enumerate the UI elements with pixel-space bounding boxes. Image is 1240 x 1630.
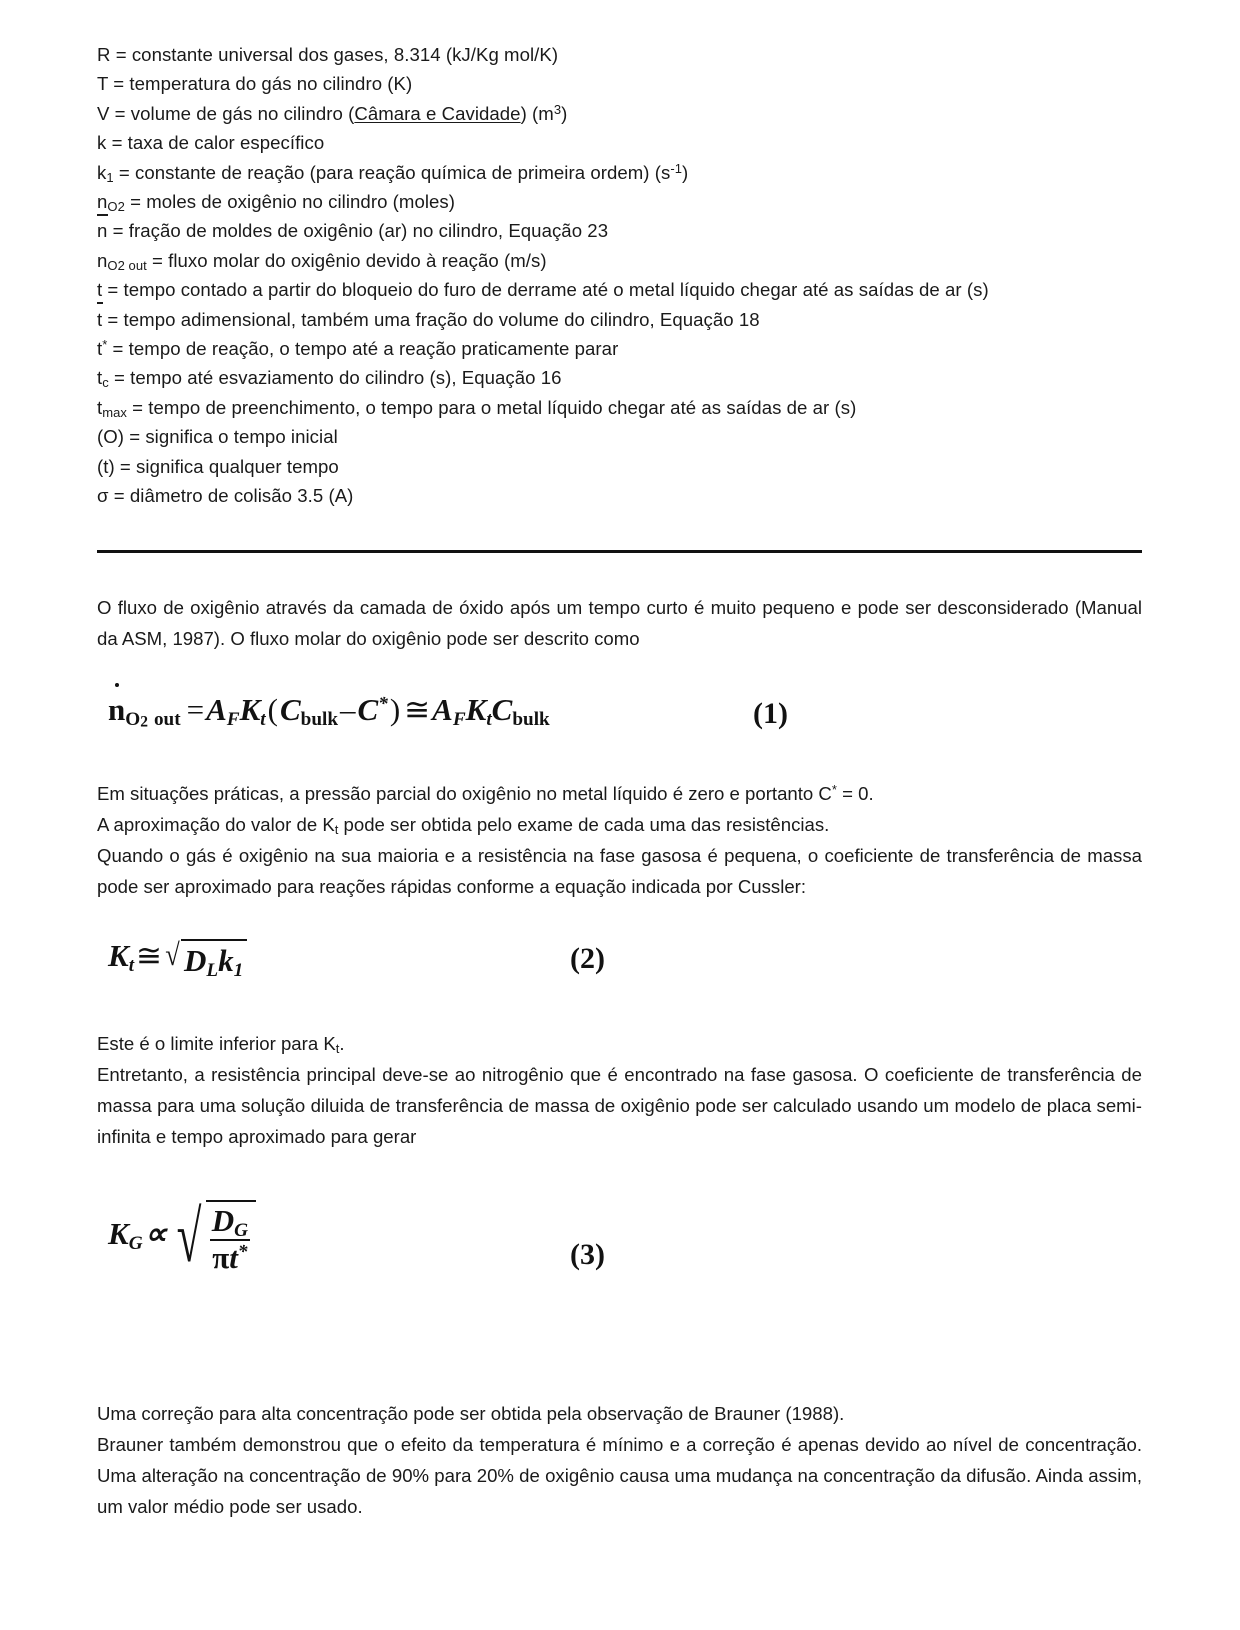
paragraph-after-eq2-line-2: Entretanto, a resistência principal deve-se ao nitrogênio que é encontrado na fase gasosa. O coeficiente de transferência de massa para uma solução diluida de transferência de massa de oxigênio pode ser calculado usando um modelo de placa semi-infinita e tempo aproximado para gerar xyxy=(97,1064,1142,1147)
equation-1-A2-sub: F xyxy=(452,708,466,730)
equation-1-approx: ≅ xyxy=(404,692,431,727)
equation-3-D-sub: G xyxy=(234,1219,248,1241)
paragraph-after-equation-2 xyxy=(97,1028,1142,1152)
nomenclature-item xyxy=(97,187,1142,216)
equation-1-number: (1) xyxy=(753,697,788,730)
nomenclature-line-3-post-b: ) xyxy=(561,102,568,124)
after-eq2-line1-pre: Este é o limite inferior para K xyxy=(97,1033,336,1054)
radical-sign-icon: √ xyxy=(176,1196,202,1278)
after-eq1-line2-sub: t xyxy=(334,821,339,837)
nomenclature-line-15-text: (t) = significa qualquer tempo xyxy=(97,455,339,477)
nomenclature-line-5-text-b: ) xyxy=(682,161,689,183)
equation-3-denominator xyxy=(210,1241,250,1275)
equation-2-D-sub: L xyxy=(206,959,219,981)
equation-1-K-sub: t xyxy=(260,708,266,730)
equation-1-C-sub: bulk xyxy=(300,708,339,730)
equation-1-ndot: n xyxy=(108,692,126,727)
nomenclature-line-5-superscript: -1 xyxy=(670,160,683,176)
nomenclature-line-16-text: σ = diâmetro de colisão 3.5 (A) xyxy=(97,485,354,507)
nomenclature-line-13-desc: = tempo de preenchimento, o tempo para o metal líquido chegar até as saídas de ar (s) xyxy=(126,396,857,418)
nomenclature-line-4-text: k = taxa de calor específico xyxy=(97,132,325,154)
nomenclature-item xyxy=(97,334,1142,363)
nomenclature-line-13-symbol: t xyxy=(97,396,103,418)
equation-1-sub-o: O xyxy=(125,708,141,730)
nomenclature-line-13-subscript: max xyxy=(102,404,127,420)
nomenclature-line-3-pre: V = volume de gás no cilindro ( xyxy=(97,102,355,124)
nomenclature-item xyxy=(97,452,1142,481)
nomenclature-line-6-desc: = moles de oxigênio no cilindro (moles) xyxy=(124,191,456,213)
equation-1-star: * xyxy=(378,693,388,715)
equation-3-K-sub: G xyxy=(128,1232,143,1254)
nomenclature-item xyxy=(97,99,1142,128)
equation-2-K: K xyxy=(108,938,129,973)
equation-1-K2-sub: t xyxy=(486,708,492,730)
equation-2-number: (2) xyxy=(570,942,605,975)
final-paragraph-line-1: Uma correção para alta concentração pode ser obtida pela observação de Brauner (1988). xyxy=(97,1403,845,1424)
nomenclature-line-7-symbol-overline: n xyxy=(97,216,107,245)
final-paragraph-line-2: Brauner também demonstrou que o efeito da temperatura é mínimo e a correção é apenas devido ao nível de concentração. Uma alteração na concentração de 90% para 20% de oxigênio causa uma mudança na concentração da difusão. Ainda assim, um valor médio pode ser usado. xyxy=(97,1434,1142,1517)
equation-2-k: k xyxy=(218,942,234,978)
nomenclature-line-7-desc: = fração de moldes de oxigênio (ar) no cilindro, Equação 23 xyxy=(107,220,609,242)
equation-1-A2: A xyxy=(432,692,453,727)
equation-2-D: D xyxy=(184,942,207,978)
nomenclature-list xyxy=(97,40,1142,511)
after-eq1-line2-pre: A aproximação do valor de K xyxy=(97,814,335,835)
nomenclature-item xyxy=(97,216,1142,245)
after-eq1-line2-post: pode ser obtida pelo exame de cada uma das resistências. xyxy=(338,814,830,835)
nomenclature-line-8-symbol: n xyxy=(97,249,108,271)
nomenclature-item xyxy=(97,158,1142,187)
paragraph-after-eq1-line-3: Quando o gás é oxigênio na sua maioria e a resistência na fase gasosa é pequena, o coeficiente de transferência de massa pode ser aproximado para reações rápidas conforme a equação indicada por Cussler: xyxy=(97,845,1142,897)
equation-1-sub-out: out xyxy=(153,708,181,730)
nomenclature-line-10-symbol-overline: t xyxy=(97,305,102,334)
equation-1-C3-sub: bulk xyxy=(512,708,550,730)
equation-3-pi: π xyxy=(212,1239,230,1275)
nomenclature-line-11-symbol: t xyxy=(97,338,103,360)
equation-2-body xyxy=(108,938,247,979)
nomenclature-item xyxy=(97,40,1142,69)
radical-sign-icon: √ xyxy=(165,936,180,972)
nomenclature-line-10-desc: = tempo adimensional, também uma fração do volume do cilindro, Equação 18 xyxy=(102,308,760,330)
equation-3-star: * xyxy=(237,1240,248,1262)
equation-3-fraction xyxy=(210,1205,250,1274)
nomenclature-line-5-text-a: = constante de reação (para reação química de primeira ordem) (s xyxy=(113,161,671,183)
equation-3-propto: ∝ xyxy=(144,1216,167,1252)
equation-3-body xyxy=(108,1196,256,1278)
after-eq2-line1-sub: t xyxy=(335,1040,340,1056)
paragraph-after-eq1-line-1 xyxy=(97,778,1142,809)
nomenclature-line-1-text: R xyxy=(97,44,111,65)
equation-2-approx: ≅ xyxy=(136,938,163,973)
after-eq1-line1-post: = 0. xyxy=(836,783,874,804)
nomenclature-line-2-symbol: T xyxy=(97,73,109,95)
nomenclature-line-8-subscript: O2 out xyxy=(107,257,147,273)
section-divider xyxy=(97,550,1142,553)
equation-1-A: A xyxy=(206,692,227,727)
equation-1-sub-2: 2 xyxy=(140,713,148,731)
equation-1-body xyxy=(108,692,550,731)
equation-2-radicand xyxy=(181,939,247,979)
nomenclature-line-9-text: t = tempo contado a partir do bloqueio do furo de derrame até o metal líquido chegar até as saídas de ar (s) xyxy=(97,279,989,301)
equation-3-radical xyxy=(169,1196,256,1278)
equation-1-C3: C xyxy=(491,692,513,727)
nomenclature-line-6-subscript: O2 xyxy=(107,198,125,214)
nomenclature-item xyxy=(97,481,1142,510)
equation-1-C: C xyxy=(279,692,301,727)
equation-3-radicand xyxy=(206,1200,256,1274)
equation-3-numerator xyxy=(210,1205,250,1241)
equation-1-A-sub: F xyxy=(226,708,240,730)
nomenclature-line-3-underlined: Câmara e Cavidade xyxy=(354,102,521,124)
equation-1-equals: = xyxy=(186,692,205,727)
nomenclature-line-3-post-a: ) (m xyxy=(520,102,554,124)
nomenclature-line-6-symbol: n xyxy=(97,191,108,213)
after-eq1-line1-pre: Em situações práticas, a pressão parcial do oxigênio no metal líquido é zero e portanto C xyxy=(97,783,832,804)
nomenclature-item xyxy=(97,422,1142,451)
final-paragraph xyxy=(97,1398,1142,1522)
equation-1-K2: K xyxy=(465,692,487,727)
paragraph-after-equation-1 xyxy=(97,778,1142,902)
paragraph-after-eq1-line-2 xyxy=(97,809,1142,840)
nomenclature-line-8-desc: = fluxo molar do oxigênio devido à reação (m/s) xyxy=(146,249,547,271)
after-eq2-line1-post: . xyxy=(339,1033,345,1054)
equation-2-radical xyxy=(164,936,247,981)
equation-3 xyxy=(108,1196,256,1278)
nomenclature-item xyxy=(97,305,1142,334)
after-eq1-line1-star: * xyxy=(831,782,837,798)
equation-2-K-sub: t xyxy=(128,954,135,976)
equation-2 xyxy=(108,938,247,979)
nomenclature-item xyxy=(97,246,1142,275)
nomenclature-item xyxy=(97,275,1142,304)
nomenclature-line-12-symbol: t xyxy=(97,367,103,389)
intro-paragraph-text: O fluxo de oxigênio através da camada de óxido após um tempo curto é muito pequeno e pode ser desconsiderado (Manual da ASM, 1987). O fluxo molar do oxigênio pode ser descrito como xyxy=(97,597,1142,649)
equation-1-C2: C xyxy=(357,692,379,727)
nomenclature-line-3-superscript: 3 xyxy=(553,101,562,117)
nomenclature-line-1-desc: constante universal dos gases, 8.314 (kJ/Kg mol/K) xyxy=(131,44,559,65)
nomenclature-item xyxy=(97,128,1142,157)
nomenclature-line-11-desc: = tempo de reação, o tempo até a reação praticamente parar xyxy=(107,338,619,360)
nomenclature-item xyxy=(97,69,1142,98)
nomenclature-line-14-text: (O) = significa o tempo inicial xyxy=(97,426,338,448)
nomenclature-line-2-desc: = temperatura do gás no cilindro (K) xyxy=(108,73,413,95)
equation-1-minus: – xyxy=(340,692,356,727)
equation-1-K: K xyxy=(239,692,261,727)
paragraph-after-eq2-line-1 xyxy=(97,1028,1142,1059)
intro-paragraph xyxy=(97,592,1142,654)
nomenclature-line-5-subscript: 1 xyxy=(106,169,114,185)
equation-3-K: K xyxy=(108,1216,129,1252)
nomenclature-item xyxy=(97,363,1142,392)
nomenclature-line-1-eq: = xyxy=(110,44,132,65)
equation-1-close-paren: ) xyxy=(389,692,401,727)
nomenclature-line-12-subscript: c xyxy=(102,375,109,391)
nomenclature-line-12-desc: = tempo até esvaziamento do cilindro (s), Equação 16 xyxy=(108,367,562,389)
equation-1-open-paren: ( xyxy=(267,692,278,727)
nomenclature-line-11-superscript: * xyxy=(102,337,108,353)
equation-1 xyxy=(108,692,550,731)
nomenclature-item xyxy=(97,393,1142,422)
equation-3-t: t xyxy=(229,1239,238,1275)
equation-3-number: (3) xyxy=(570,1238,605,1271)
equation-2-k-sub: 1 xyxy=(233,959,244,981)
equation-3-D: D xyxy=(211,1203,235,1238)
nomenclature-line-5-symbol: k xyxy=(97,161,107,183)
